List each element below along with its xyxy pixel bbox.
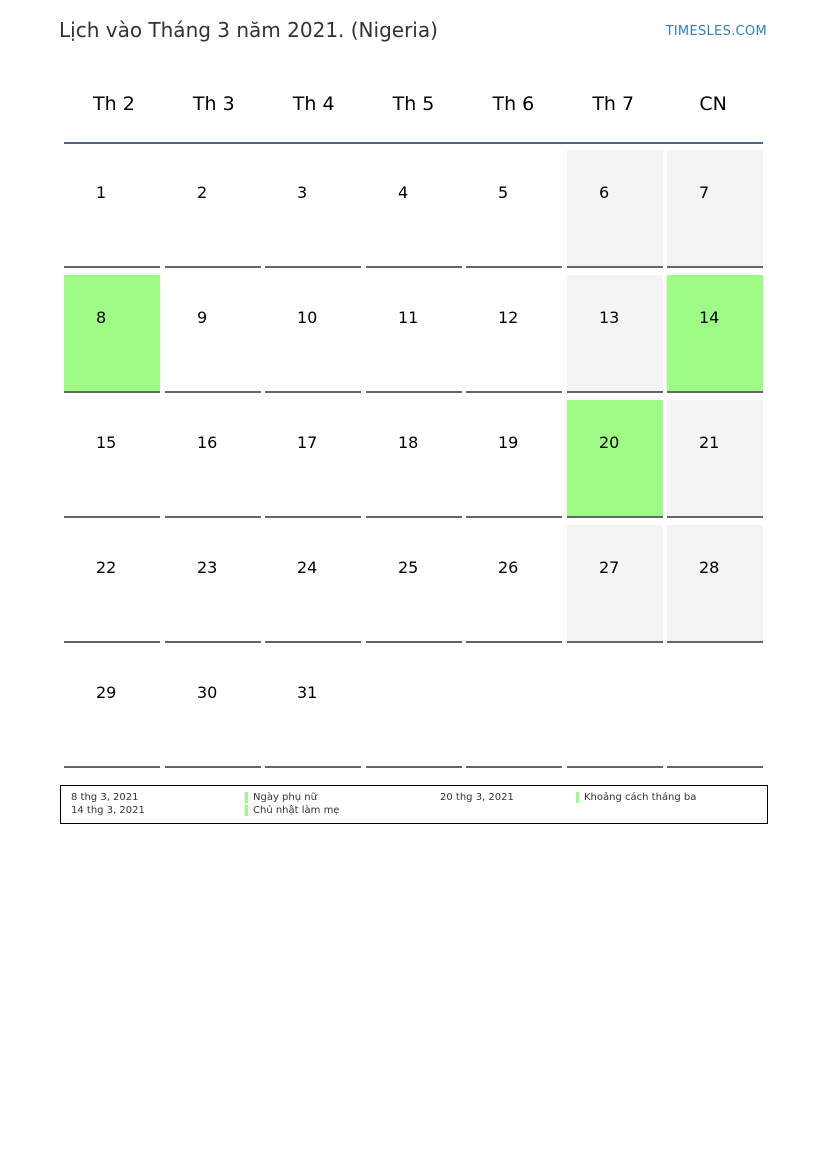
day-cell-31[interactable]	[265, 650, 361, 768]
day-cell-9[interactable]	[165, 275, 261, 393]
day-number: 8	[96, 308, 107, 327]
day-number: 15	[96, 433, 117, 452]
day-number: 31	[297, 683, 318, 702]
weekday-sat: Th 7	[592, 93, 635, 115]
day-number: 18	[398, 433, 419, 452]
day-cell-8[interactable]	[64, 275, 160, 393]
day-cell-28[interactable]	[667, 525, 763, 643]
day-number: 17	[297, 433, 318, 452]
day-number: 13	[599, 308, 620, 327]
empty-day-cell	[466, 650, 562, 768]
day-cell-6[interactable]	[567, 150, 663, 268]
day-cell-21[interactable]	[667, 400, 763, 518]
day-cell-10[interactable]	[265, 275, 361, 393]
day-cell-22[interactable]	[64, 525, 160, 643]
day-cell-14[interactable]	[667, 275, 763, 393]
day-cell-18[interactable]	[366, 400, 462, 518]
page-title: Lịch vào Tháng 3 năm 2021. (Nigeria)	[59, 18, 438, 42]
weekday-wed: Th 4	[292, 93, 335, 115]
day-number: 30	[197, 683, 218, 702]
day-number: 3	[297, 183, 308, 202]
legend-date: 14 thg 3, 2021	[71, 805, 145, 816]
empty-day-cell	[567, 650, 663, 768]
legend-date: 8 thg 3, 2021	[71, 792, 139, 803]
empty-day-cell	[366, 650, 462, 768]
legend-color-swatch	[245, 792, 248, 803]
day-cell-19[interactable]	[466, 400, 562, 518]
day-cell-13[interactable]	[567, 275, 663, 393]
day-number: 20	[599, 433, 620, 452]
day-number: 19	[498, 433, 519, 452]
day-number: 7	[699, 183, 710, 202]
day-cell-16[interactable]	[165, 400, 261, 518]
day-number: 16	[197, 433, 218, 452]
day-cell-7[interactable]	[667, 150, 763, 268]
day-number: 6	[599, 183, 610, 202]
day-number: 28	[699, 558, 720, 577]
day-number: 21	[699, 433, 720, 452]
weekday-tue: Th 3	[192, 93, 235, 115]
legend-holiday-name: Ngày phụ nữ	[253, 792, 317, 803]
day-number: 26	[498, 558, 519, 577]
day-cell-26[interactable]	[466, 525, 562, 643]
day-number: 10	[297, 308, 318, 327]
brand-link[interactable]: TIMESLES.COM	[665, 24, 767, 39]
day-number: 22	[96, 558, 117, 577]
day-cell-29[interactable]	[64, 650, 160, 768]
day-cell-23[interactable]	[165, 525, 261, 643]
day-number: 23	[197, 558, 218, 577]
day-number: 29	[96, 683, 117, 702]
day-cell-15[interactable]	[64, 400, 160, 518]
empty-day-cell	[667, 650, 763, 768]
day-number: 2	[197, 183, 208, 202]
day-number: 27	[599, 558, 620, 577]
legend-holiday-name: Chủ nhật làm mẹ	[253, 805, 340, 816]
day-cell-4[interactable]	[366, 150, 462, 268]
holiday-legend	[60, 785, 768, 824]
day-number: 4	[398, 183, 409, 202]
day-cell-30[interactable]	[165, 650, 261, 768]
day-cell-1[interactable]	[64, 150, 160, 268]
day-cell-12[interactable]	[466, 275, 562, 393]
day-number: 11	[398, 308, 419, 327]
day-cell-3[interactable]	[265, 150, 361, 268]
day-number: 14	[699, 308, 720, 327]
legend-color-swatch	[245, 805, 248, 816]
day-cell-27[interactable]	[567, 525, 663, 643]
weekday-fri: Th 6	[492, 93, 535, 115]
day-cell-11[interactable]	[366, 275, 462, 393]
day-number: 9	[197, 308, 208, 327]
legend-color-swatch	[576, 792, 579, 803]
legend-date: 20 thg 3, 2021	[440, 792, 514, 803]
day-cell-24[interactable]	[265, 525, 361, 643]
legend-holiday-name: Khoảng cách tháng ba	[584, 792, 697, 803]
day-number: 1	[96, 183, 107, 202]
day-cell-20[interactable]	[567, 400, 663, 518]
day-number: 24	[297, 558, 318, 577]
weekday-header	[64, 78, 763, 142]
day-cell-2[interactable]	[165, 150, 261, 268]
header-divider	[64, 142, 763, 144]
weekday-thu: Th 5	[392, 93, 435, 115]
day-cell-5[interactable]	[466, 150, 562, 268]
weekday-mon: Th 2	[93, 93, 135, 115]
day-number: 25	[398, 558, 419, 577]
weekday-sun: CN	[699, 93, 727, 115]
day-cell-17[interactable]	[265, 400, 361, 518]
day-number: 5	[498, 183, 509, 202]
day-cell-25[interactable]	[366, 525, 462, 643]
day-number: 12	[498, 308, 519, 327]
